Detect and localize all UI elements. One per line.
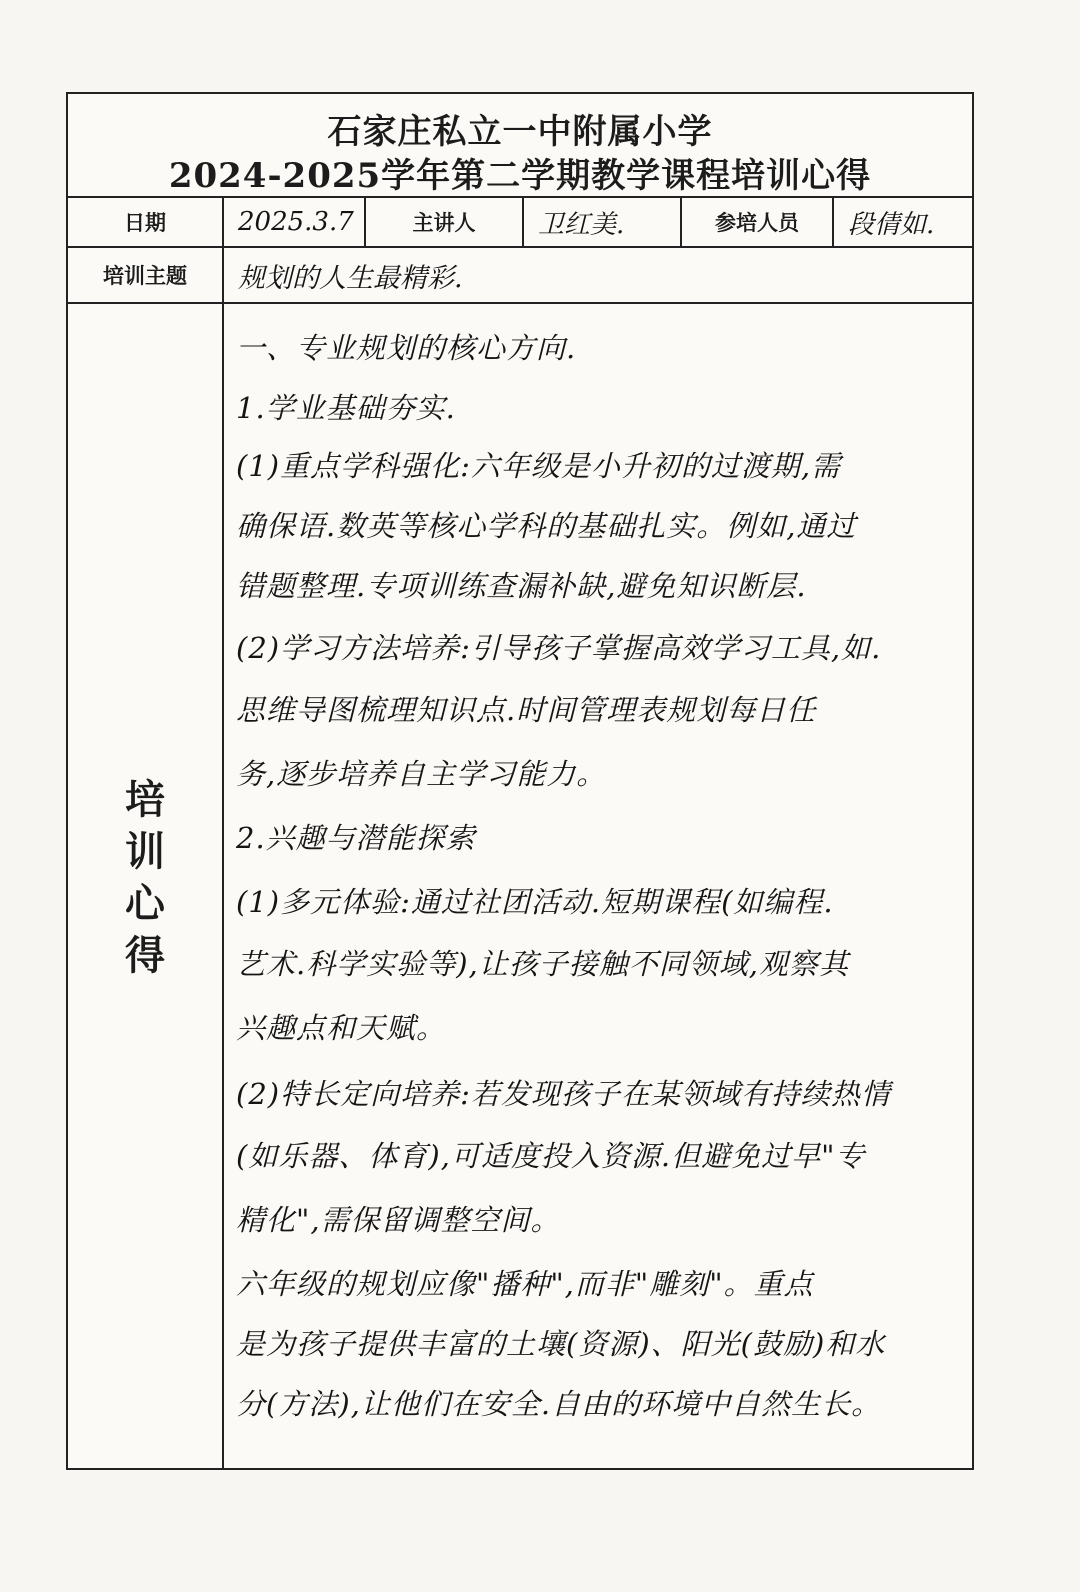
school-name: 石家庄私立一中附属小学 [327, 112, 713, 152]
notes-line: 分(方法),让他们在安全.自由的环境中自然生长。 [236, 1387, 882, 1421]
topic-value: 规划的人生最精彩. [238, 262, 463, 294]
speaker-value: 卫红美. [524, 198, 682, 246]
date-value: 2025.3.7 [224, 198, 366, 246]
info-row [68, 198, 972, 248]
notes-line: 艺术.科学实验等),让孩子接触不同领域,观察其 [236, 947, 849, 981]
form-title: 2024-2025学年第二学期教学课程培训心得 [168, 156, 872, 196]
notes-line: 2.兴趣与潜能探索 [236, 821, 476, 855]
notes-line: 精化",需保留调整空间。 [236, 1203, 561, 1237]
notes-line: 务,逐步培养自主学习能力。 [236, 757, 607, 791]
notes-line: 六年级的规划应像"播种",而非"雕刻"。重点 [236, 1267, 814, 1301]
attendee-value: 段倩如. [848, 209, 935, 240]
notes-line: 兴趣点和天赋。 [236, 1011, 447, 1045]
topic-row [68, 248, 972, 304]
notes-line: 一、专业规划的核心方向. [236, 331, 577, 365]
notes-section [68, 304, 972, 1468]
notes-line: 思维导图梳理知识点.时间管理表规划每日任 [236, 693, 817, 727]
notes-line: (如乐器、体育),可适度投入资源.但避免过早"专 [236, 1139, 866, 1173]
side-label-char: 训 [125, 829, 165, 875]
notes-body [236, 304, 964, 1468]
notes-line: (1)多元体验:通过社团活动.短期课程(如编程. [236, 885, 834, 919]
notes-side-label [68, 304, 224, 1468]
side-label-char: 培 [125, 777, 165, 823]
training-form [66, 92, 974, 1470]
form-title-block [68, 94, 972, 198]
notes-line: 确保语.数英等核心学科的基础扎实。例如,通过 [236, 509, 857, 543]
attendee-label: 参培人员 [682, 198, 834, 246]
topic-label: 培训主题 [68, 248, 224, 302]
notes-line: 错题整理.专项训练查漏补缺,避免知识断层. [236, 569, 807, 603]
notes-line: (2)学习方法培养:引导孩子掌握高效学习工具,如. [236, 631, 882, 665]
notes-line: 1.学业基础夯实. [236, 391, 456, 425]
side-label-char: 得 [125, 933, 165, 979]
notes-line: 是为孩子提供丰富的土壤(资源)、阳光(鼓励)和水 [236, 1327, 886, 1361]
notes-line: (2)特长定向培养:若发现孩子在某领域有持续热情 [236, 1077, 891, 1111]
speaker-label: 主讲人 [366, 198, 524, 246]
date-label: 日期 [68, 198, 224, 246]
side-label-char: 心 [125, 881, 165, 927]
notes-line: (1)重点学科强化:六年级是小升初的过渡期,需 [236, 449, 842, 483]
